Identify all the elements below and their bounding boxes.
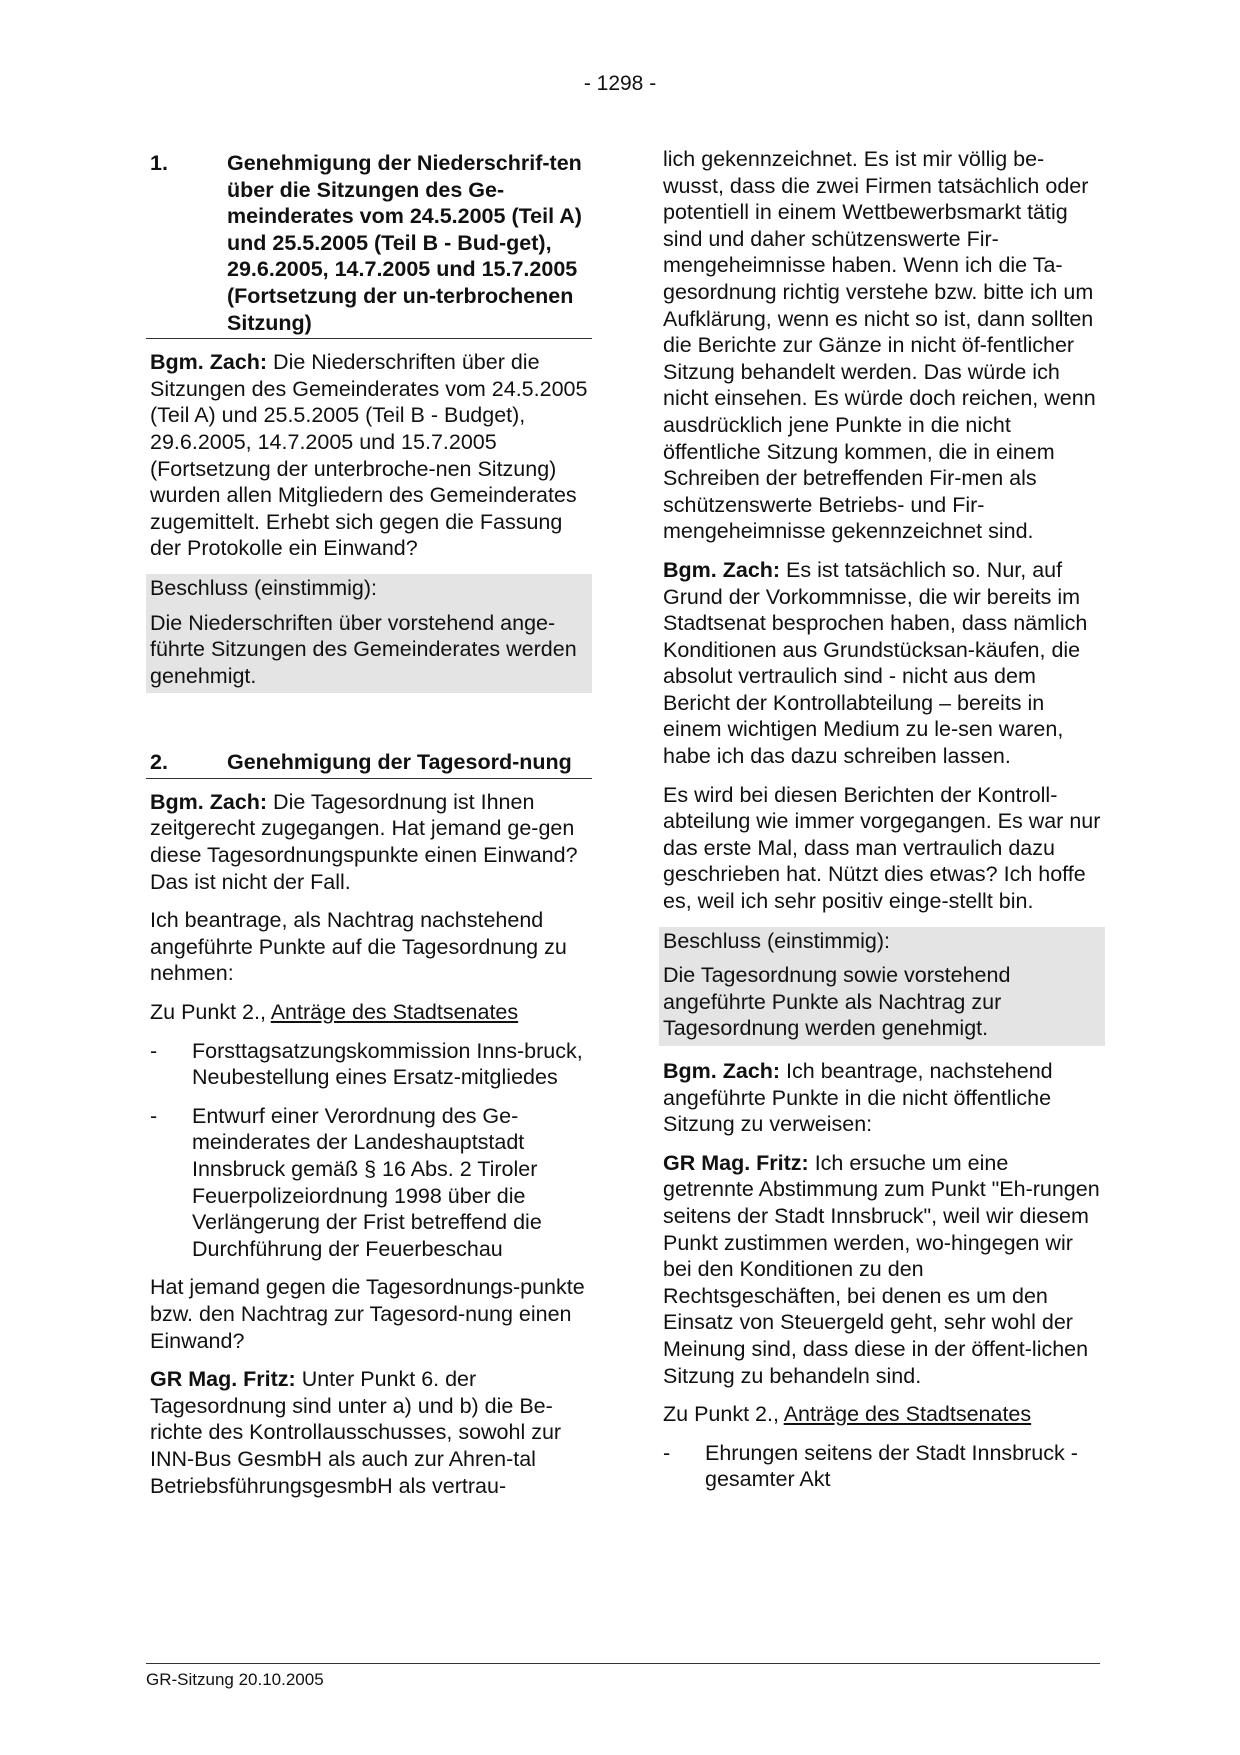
agenda-item-1-number: 1. xyxy=(150,151,168,175)
resolution-text: Die Niederschriften über vorstehend ange-führte Sitzungen des Gemeinderates werden genehmigt. xyxy=(146,603,592,694)
paragraph: Hat jemand gegen die Tagesordnungs-punkte bzw. den Nachtrag zur Tagesord-nung einen Einwand? xyxy=(150,1275,585,1353)
paragraph xyxy=(659,1058,1105,1138)
list-item-text: Forsttagsatzungskommission Inns-bruck, Neubestellung eines Ersatz-mitgliedes xyxy=(192,1038,583,1090)
resolution-text: Die Tagesordnung sowie vorstehend angeführte Punkte als Nachtrag zur Tagesordnung werden genehmigt. xyxy=(659,955,1105,1046)
resolution-label: Beschluss (einstimmig): xyxy=(146,574,592,603)
paragraph: Ich beantrage, als Nachtrag nachstehend angeführte Punkte auf die Tagesordnung zu nehmen: xyxy=(150,908,567,986)
speaker-name: Bgm. Zach: xyxy=(663,1059,781,1083)
agenda-item-1-title: Genehmigung der Niederschrif-ten über die Sitzungen des Ge-meinderates vom 24.5.2005 (Teil A) und 25.5.2005 (Teil B - Bud-get), 29.6.2005, 14.7.2005 und 15.7.2005 (Fortsetzung der un-terbrochenen Sitzung) xyxy=(227,151,582,335)
list-item-text: Entwurf einer Verordnung des Ge-meinderates der Landeshauptstadt Innsbruck gemäß § 16 Abs. 2 Tiroler Feuerpolizeiordnung 1998 über die Verlängerung der Frist betreffend die Durchführung der Feuerbeschau xyxy=(192,1103,542,1261)
page-number: - 1298 - xyxy=(583,72,657,95)
speech-text: Unter Punkt 6. der Tagesordnung sind unter a) und b) die Be-richte des Kontrollausschusses, sowohl zur INN-Bus GesmbH als auch zur Ahren-tal BetriebsführungsgesmbH als vertrau- xyxy=(150,1367,562,1498)
right-column xyxy=(659,146,1105,1505)
agenda-item-2-heading xyxy=(146,749,592,779)
paragraph xyxy=(146,999,592,1026)
speech-text: Ich beantrage, nachstehend angeführte Punkte in die nicht öffentliche Sitzung zu verweisen: xyxy=(663,1059,1053,1137)
speaker-name: GR Mag. Fritz: xyxy=(150,1367,296,1392)
paragraph xyxy=(146,789,592,895)
paragraph xyxy=(146,1366,592,1499)
paragraph xyxy=(659,1401,1105,1428)
bullet-dash: - xyxy=(663,1440,671,1465)
speaker-name: Bgm. Zach: xyxy=(150,350,268,375)
bullet-dash: - xyxy=(150,1103,158,1128)
paragraph: Es wird bei diesen Berichten der Kontroll-abteilung wie immer vorgegangen. Es war nur das erste Mal, dass man vertraulich dazu geschrieben hat. Nützt dies etwas? Ich hoffe es, weil ich sehr positiv einge-stellt bin. xyxy=(663,782,1101,914)
speech-text: Die Niederschriften über die Sitzungen des Gemeinderates vom 24.5.2005 (Teil A) und 25.5.2005 (Teil B - Budget), 29.6.2005, 14.7.2005 und 15.7.2005 (Fortsetzung der unterbroche-nen Sitzung) wurden allen Mitgliedern des Gemeinderates zugemittelt. Erhebt sich gegen die Fassung der Protokolle ein Einwand? xyxy=(150,350,588,561)
paragraph: lich gekennzeichnet. Es ist mir völlig be-wusst, dass die zwei Firmen tatsächlich oder potentiell in einem Wettbewerbsmarkt tätig sind und daher schützenswerte Fir-mengeheimnisse haben. Wenn ich die Ta-gesordnung richtig verstehe bzw. bitte ich um Aufklärung, wenn es nicht so ist, dann sollten die Berichte zur Gänze in nicht öf-fentlicher Sitzung behandelt werden. Das würde ich nicht einsehen. Es würde doch reichen, wenn ausdrücklich jene Punkte in die nicht öffentliche Sitzung kommen, die in einem Schreiben der betreffenden Fir-men als schützenswerte Betriebs- und Fir-mengeheimnisse gekennzeichnet sind. xyxy=(663,147,1096,544)
page-footer: GR-Sitzung 20.10.2005 xyxy=(146,1663,1100,1690)
paragraph xyxy=(146,349,592,562)
paragraph xyxy=(659,1150,1105,1389)
underlined-reference: Anträge des Stadtsenates xyxy=(783,1402,1032,1427)
list-item xyxy=(146,1103,592,1263)
list-item xyxy=(659,1440,1105,1493)
paragraph-prefix: Zu Punkt 2., xyxy=(150,1000,271,1025)
list-item xyxy=(146,1038,592,1091)
speech-text: Ich ersuche um eine getrennte Abstimmung zum Punkt "Eh-rungen seitens der Stadt Innsbruck", weil wir diesem Punkt zustimmen werden, wo-hingegen wir bei den Konditionen zu den Rechtsgeschäften, bei denen es um den Einsatz von Steuergeld geht, sehr wohl der Meinung sind, dass diese in der öffent-lichen Sitzung zu behandeln sind. xyxy=(663,1150,1100,1388)
left-column xyxy=(146,150,592,1511)
speaker-name: GR Mag. Fritz: xyxy=(663,1150,809,1175)
speaker-name: Bgm. Zach: xyxy=(663,557,781,582)
speech-text: Es ist tatsächlich so. Nur, auf Grund der Vorkommnisse, die wir bereits im Stadtsenat besprochen haben, dass nämlich Konditionen aus Grundstücksan-käufen, die absolut vertraulich sind - nicht aus dem Bericht der Kontrollabteilung – bereits in einem wichtigen Medium zu le-sen waren, habe ich das dazu schreiben lassen. xyxy=(663,557,1088,769)
speech-text: Die Tagesordnung ist Ihnen zeitgerecht zugegangen. Hat jemand ge-gen diese Tagesordnungspunkte einen Einwand? Das ist nicht der Fall. xyxy=(150,789,578,894)
agenda-item-2-number: 2. xyxy=(150,750,168,775)
paragraph xyxy=(659,557,1105,770)
agenda-item-2-title: Genehmigung der Tagesord-nung xyxy=(227,750,572,775)
resolution-label: Beschluss (einstimmig): xyxy=(659,927,1105,956)
agenda-item-1-heading xyxy=(146,150,592,339)
list-item-text: Ehrungen seitens der Stadt Innsbruck - gesamter Akt xyxy=(705,1440,1078,1492)
bullet-dash: - xyxy=(150,1038,158,1063)
underlined-reference: Anträge des Stadtsenates xyxy=(270,1000,519,1025)
paragraph-prefix: Zu Punkt 2., xyxy=(663,1402,784,1427)
speaker-name: Bgm. Zach: xyxy=(150,789,268,814)
